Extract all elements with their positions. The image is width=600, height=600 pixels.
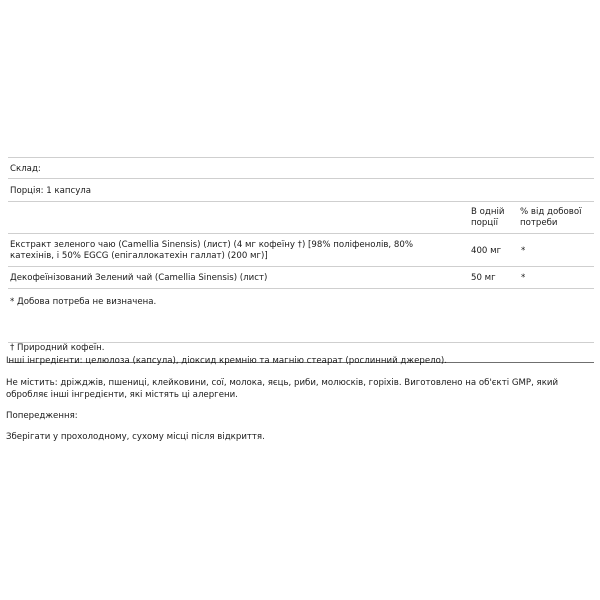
daily-value-header: % від добової потреби [520, 207, 582, 228]
ingredient-name: Екстракт зеленого чаю (Camellia Sinensis) (лист) (4 мг кофеїну †) [98% поліфенолів, 80% катехінів, і 50% EGCG (епігаллокатехін галлат) (200 мг)] [10, 240, 413, 261]
serving-size: Порція: 1 капсула [10, 186, 92, 196]
other-ingredients: Інші інгредієнти: целюлоза (капсула), діоксид кремнію та магнію стеарат (рослинний джерело). [6, 356, 447, 366]
ingredient-name: Декофеїнізований Зелений чай (Camellia Sinensis) (лист) [10, 273, 268, 283]
ingredient-row [8, 234, 594, 267]
supplement-facts-panel [8, 157, 594, 363]
serving-size-row [8, 179, 594, 202]
ingredient-daily-value: * [521, 273, 526, 283]
ingredient-amount: 50 мг [471, 273, 496, 283]
caffeine-footnote: † Природний кофеїн. [10, 343, 105, 353]
facts-title-row [8, 157, 594, 179]
ingredient-amount: 400 мг [471, 246, 502, 256]
daily-value-footnote: * Добова потреба не визначена. [10, 297, 157, 307]
warnings-heading: Попередження: [6, 411, 78, 421]
per-serving-header: В одній порції [471, 207, 505, 228]
column-header-row [8, 202, 594, 234]
facts-title: Склад: [10, 164, 41, 174]
storage-instructions: Зберігати у прохолодному, сухому місці після відкриття. [6, 432, 265, 442]
free-of-statement: Не містить: дріжджів, пшениці, клейковини, сої, молока, яєць, риби, молюсків, горіхів. Виготовлено на об'єкті GMP, який обробляє інші інгредієнти, які містять ці алергени. [6, 378, 559, 400]
daily-value-footnote-row [8, 289, 594, 343]
ingredient-daily-value: * [521, 246, 526, 256]
ingredient-row [8, 267, 594, 289]
